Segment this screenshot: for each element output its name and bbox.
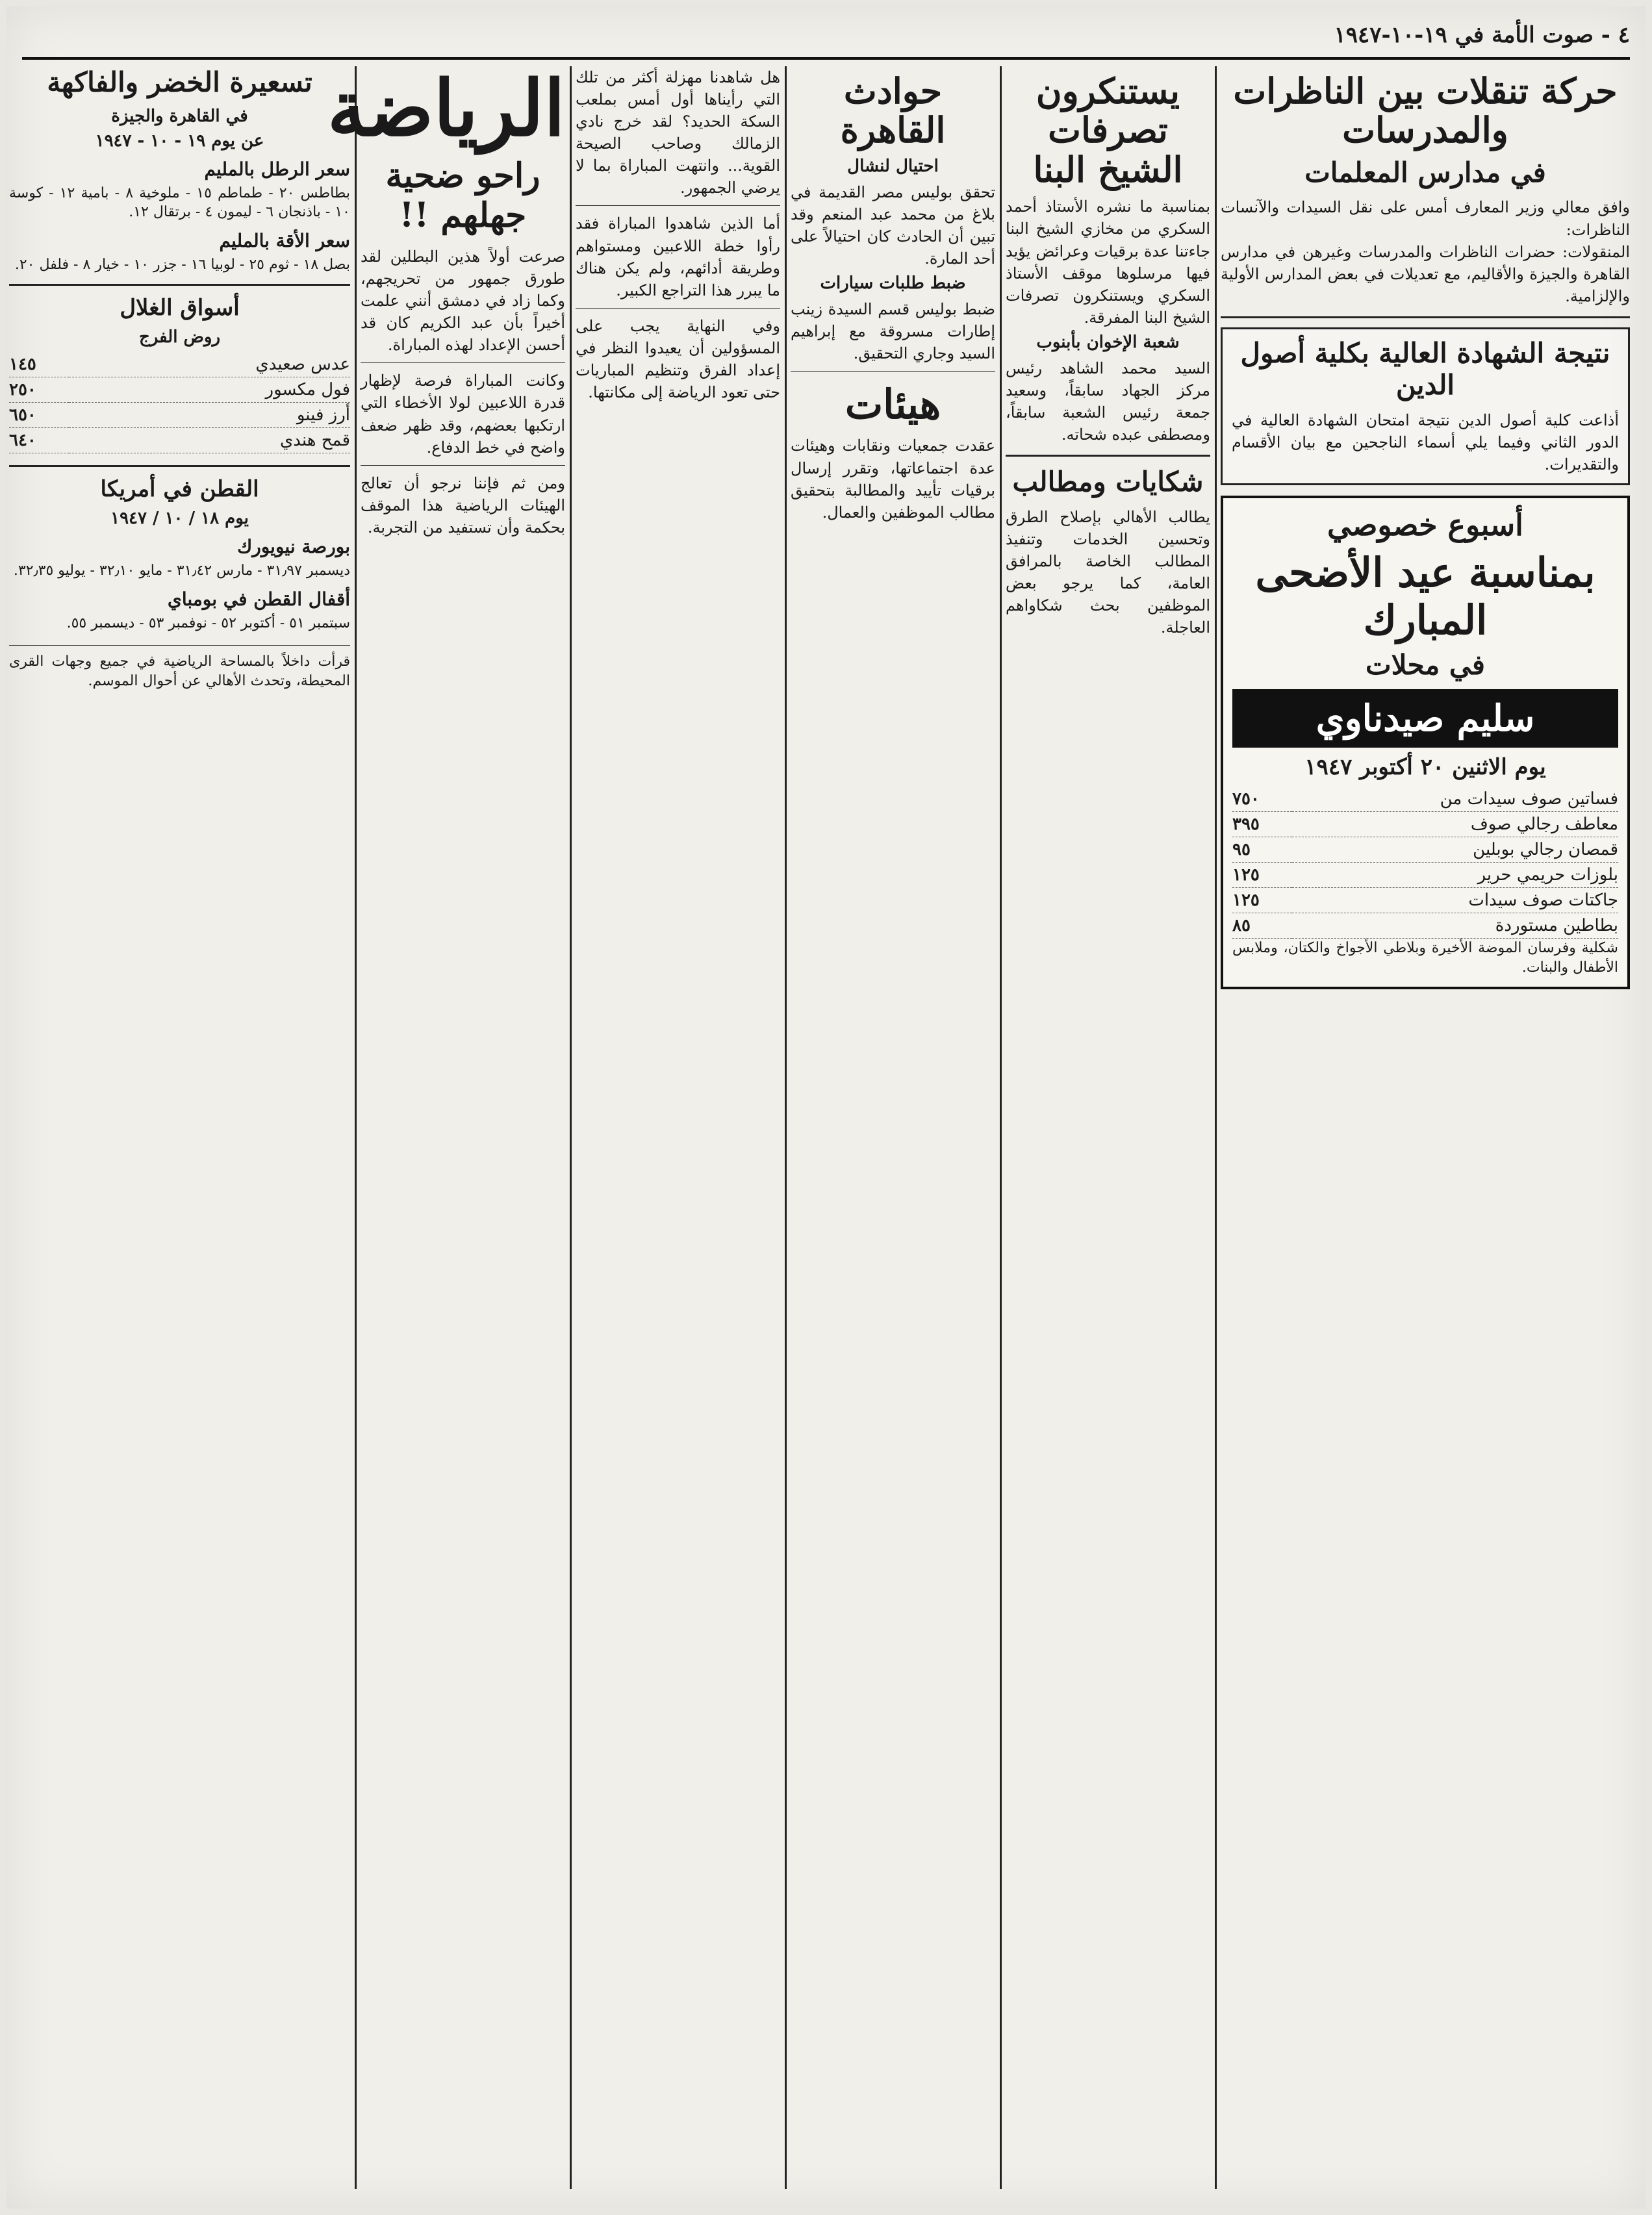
price-value: ٩٥ [1232, 837, 1292, 862]
produce-prices-date: عن يوم ١٩ - ١٠ - ١٩٤٧ [95, 131, 264, 151]
ad-price-table [1232, 787, 1618, 939]
section-divider [1006, 455, 1210, 457]
news-column-1 [1221, 66, 1630, 2192]
results-title: نتيجة الشهادة العالية بكلية أصول الدين [1240, 336, 1610, 401]
column-3-kicker-2: ضبط طلبات سيارات [820, 273, 966, 294]
grain-market-title: أسواق الغلال [120, 295, 240, 322]
price-item: معاطف رجالي صوف [1292, 811, 1618, 837]
ad-store-name: سليم صيدناوي [1232, 689, 1618, 748]
market-item: عدس صعيدي [69, 352, 350, 377]
column-5-body-2: وكانت المباراة فرصة لإظهار قدرة اللاعبين لولا الأخطاء التي ارتكبها بعضهم، وقد ظهر ضعف واضح في خط الدفاع. [361, 372, 565, 457]
column-2-body: بمناسبة ما نشره الأستاذ أحمد السكري من مخازي الشيخ البنا جاءتنا عدة برقيات وعرائض يؤيد فيها مرسلوها موقف الأستاذ السكري ويستنكرون تصرفات الشيخ البنا المفرقة. [1006, 197, 1210, 327]
newspaper-page [6, 6, 1646, 2209]
price-value: ٧٥٠ [1232, 787, 1292, 812]
results-box [1221, 327, 1630, 485]
cotton-date: يوم ١٨ / ١٠ / ١٩٤٧ [110, 509, 249, 529]
column-2-subsection: شعبة الإخوان بأبنوب [1036, 332, 1180, 352]
ad-footer-note: شكلية وفرسان الموضة الأخيرة وبلاطي الأجواخ والكتان، وملابس الأطفال والبنات. [1232, 939, 1618, 976]
cotton-exchange: بورصة نيويورك [237, 536, 350, 558]
section-divider [361, 362, 565, 363]
market-price: ٦٤٠ [9, 428, 69, 453]
table-row [1232, 862, 1618, 887]
news-column-4 [576, 66, 780, 2192]
price-value: ٨٥ [1232, 913, 1292, 938]
column-2-body-2: السيد محمد الشاهد رئيس مركز الجهاد سابقاً، وسعيد جمعة رئيس الشعبة سابقاً، ومصطفى عبده شحاته. [1006, 359, 1210, 444]
cotton-text: ديسمبر ٣١٫٩٧ - مارس ٣١٫٤٢ - مايو ٣٢٫١٠ - يوليو ٣٢٫٣٥. [13, 563, 350, 579]
price-item: قمصان رجالي بوبلين [1292, 837, 1618, 862]
grain-market-subtitle: روض الفرج [138, 327, 221, 348]
column-separator [355, 66, 357, 2189]
price-item: بلوزات حريمي حرير [1292, 862, 1618, 887]
cotton-block [9, 476, 350, 633]
organizations-heading: هيئات [845, 381, 941, 429]
section-divider [791, 371, 995, 372]
table-row [1232, 913, 1618, 938]
sports-subtitle: راحو ضحية جهلهم !! [385, 156, 540, 235]
market-price: ٦٥٠ [9, 403, 69, 428]
column-3-body-2: ضبط بوليس قسم السيدة زينب إطارات مسروقة مع إبراهيم السيد وجاري التحقيق. [791, 300, 995, 363]
column-1-body: المنقولات: حضرات الناظرات والمدرسات وغيرهن في مدارس القاهرة والجيزة والأقاليم، مع تعديلات في بعض المدارس الأولية والإلزامية. [1221, 242, 1630, 305]
grain-market-block [9, 295, 350, 453]
sports-title: الرياضة [327, 63, 565, 153]
ad-top-line: أسبوع خصوصي [1327, 507, 1523, 543]
page-header-strip [22, 22, 1630, 60]
price-item: جاكتات صوف سيدات [1292, 887, 1618, 913]
price-value: ١٢٥ [1232, 887, 1292, 913]
results-text: أذاعت كلية أصول الدين نتيجة امتحان الشهادة العالية في الدور الثاني وفيما يلي أسماء الناجحين مع بيان الأقسام والتقديرات. [1232, 411, 1619, 474]
grain-price-table [9, 352, 350, 453]
news-column-5 [327, 63, 565, 2192]
bombay-title: أقفال القطن في بومباي [167, 589, 350, 611]
section-divider [1221, 316, 1630, 318]
section-divider [576, 205, 780, 206]
sidnawi-ad [1221, 496, 1630, 989]
table-row [1232, 811, 1618, 837]
price-section-a-text: بطاطس ٢٠ - طماطم ١٥ - ملوخية ٨ - بامية ١٢ - كوسة ١٠ - باذنجان ٦ - ليمون ٤ - برتقال ١٢. [9, 184, 350, 221]
price-section-b-text: بصل ١٨ - ثوم ٢٥ - لوبيا ١٦ - جزر ١٠ - خيار ٨ - فلفل ٢٠. [14, 257, 350, 273]
section-divider [576, 308, 780, 309]
ad-date: يوم الاثنين ٢٠ أكتوبر ١٩٤٧ [1304, 753, 1546, 780]
price-item: فساتين صوف سيدات من [1292, 787, 1618, 812]
table-row [9, 352, 350, 377]
cotton-title: القطن في أمريكا [100, 476, 259, 503]
column-separator [1215, 66, 1217, 2189]
market-item: أرز فينو [69, 403, 350, 428]
page-meta: ٤ - صوت الأمة في ١٩-١٠-١٩٤٧ [1334, 22, 1630, 48]
column-3-kicker-1: احتيال لنشال [847, 156, 939, 176]
section-divider [9, 465, 350, 467]
column-5-body-3: ومن ثم فإننا نرجو أن تعالج الهيئات الرياضية هذا الموقف بحكمة وأن تستفيد من التجربة. [361, 474, 565, 537]
complaints-title: شكايات ومطالب [1012, 466, 1204, 498]
news-column-6 [9, 66, 350, 2192]
table-row [1232, 837, 1618, 862]
ad-main-line: بمناسبة عيد الأضحى المبارك [1255, 549, 1595, 644]
ad-sub-line: في محلات [1366, 649, 1485, 681]
table-row [9, 377, 350, 403]
table-row [1232, 787, 1618, 812]
table-row [1232, 887, 1618, 913]
column-separator [570, 66, 572, 2189]
column-4-body-2: أما الذين شاهدوا المباراة فقد رأوا خطة اللاعبين ومستواهم وطريقة أدائهم، ولم يكن هناك ما يبرر هذا التراجع الكبير. [576, 214, 780, 299]
price-section-b-title: سعر الأقة بالمليم [219, 230, 350, 252]
bombay-text: سبتمبر ٥١ - أكتوبر ٥٢ - نوفمبر ٥٣ - ديسمبر ٥٥. [66, 615, 350, 632]
news-column-2 [1006, 66, 1210, 2192]
column-2-headline: يستنكرون تصرفات الشيخ البنا [1033, 70, 1183, 190]
market-item: قمح هندي [69, 428, 350, 453]
produce-prices-title: تسعيرة الخضر والفاكهة [47, 66, 312, 98]
column-separator [785, 66, 787, 2189]
column-1-intro: وافق معالي وزير المعارف أمس على نقل السيدات والآنسات الناظرات: [1221, 198, 1630, 239]
column-1-headline: حركة تنقلات بين الناظرات والمدرسات [1233, 70, 1618, 151]
table-row [9, 428, 350, 453]
market-price: ١٤٥ [9, 352, 69, 377]
table-row [9, 403, 350, 428]
column-4-body-1: هل شاهدنا مهزلة أكثر من تلك التي رأيناها أول أمس بملعب السكة الحديد؟ لقد خرج نادي الزمالك وصاحب الصيحة القوية... وانتهت المباراة بما لا يرضي الجمهور. [576, 68, 780, 197]
column-separator [1000, 66, 1002, 2189]
price-value: ١٢٥ [1232, 862, 1292, 887]
section-divider [9, 284, 350, 286]
complaints-text: يطالب الأهالي بإصلاح الطرق وتحسين الخدمات وتنفيذ المطالب الخاصة بالمرافق العامة، كما يرجو بعض الموظفين بحث شكاواهم العاجلة. [1006, 507, 1210, 637]
produce-prices-subtitle: في القاهرة والجيزة [111, 106, 248, 126]
news-column-3 [791, 66, 995, 2192]
price-value: ٣٩٥ [1232, 811, 1292, 837]
price-section-a-title: سعر الرطل بالمليم [204, 158, 350, 180]
market-item: فول مكسور [69, 377, 350, 403]
column-3-headline: حوادث القاهرة [840, 70, 946, 151]
column-5-body-1: صرعت أولاً هذين البطلين لقد طورق جمهور من تحريجهم، وكما زاد في دمشق أنني علمت أخيراً بأن عبد الكريم كان قد أحسن الإعداد لهذه المباراة. [361, 247, 565, 355]
column-4-body-3: وفي النهاية يجب على المسؤولين أن يعيدوا النظر في إعداد الفرق وتنظيم المباريات حتى تعود الرياضة إلى مكانتها. [576, 316, 780, 402]
market-price: ٢٥٠ [9, 377, 69, 403]
price-item: بطاطين مستوردة [1292, 913, 1618, 938]
section-divider [361, 465, 565, 466]
column-3-body-3: عقدت جمعيات ونقابات وهيئات عدة اجتماعاتها، وتقرر إرسال برقيات تأييد والمطالبة بتحقيق مطالب الموظفين والعمال. [791, 437, 995, 522]
column-6-note: قرأت داخلاً بالمساحة الرياضية في جميع وجهات القرى المحيطة، وتحدث الأهالي عن أحوال الموسم. [9, 653, 350, 689]
column-1-subhead: في مدارس المعلمات [1304, 156, 1546, 188]
column-3-body-1: تحقق بوليس مصر القديمة في بلاغ من محمد عبد المنعم وقد تبين أن الحادث كان احتيالاً على أحد المارة. [791, 183, 995, 268]
section-divider [9, 645, 350, 646]
